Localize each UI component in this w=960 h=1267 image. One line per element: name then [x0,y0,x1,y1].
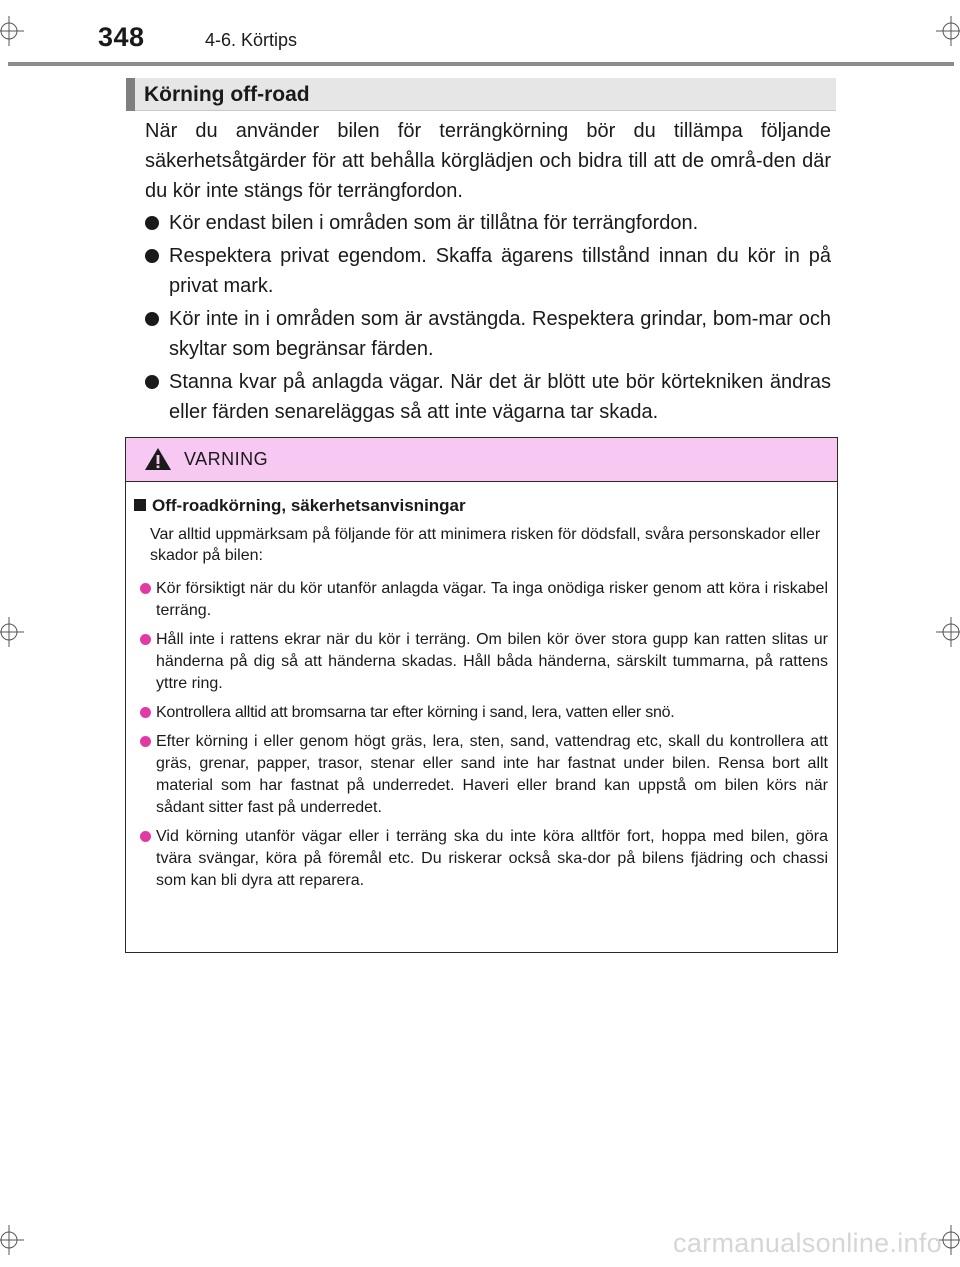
warning-header [126,438,837,482]
bullet-icon [140,634,151,645]
watermark: carmanualsonline.info [673,1228,942,1258]
header-divider [8,62,954,66]
registration-mark-icon [0,617,24,647]
registration-mark-icon [0,16,24,46]
page-number: 348 [98,22,145,52]
list-item [145,367,831,427]
warning-title-text: Off-roadkörning, säkerhetsanvisningar [152,496,466,515]
list-item-text: Kör endast bilen i områden som är tillåtna för terrängfordon. [169,212,699,234]
bullet-icon [145,249,159,263]
bullet-icon [140,583,151,594]
warning-list-item [140,731,828,819]
warning-label: VARNING [184,449,269,469]
list-item-text: Respektera privat egendom. Skaffa ägarens tillstånd innan du kör in på privat mark. [169,245,831,297]
intro-paragraph: När du använder bilen för terrängkörning bör du tillämpa följande säkerhetsåtgärder för att behålla körglädjen och bidra till att de områ-den där du kör inte stängs för terrängfordon. [145,120,831,202]
section-heading [126,78,836,111]
bullet-icon [145,216,159,230]
list-item [145,241,831,301]
warning-item-text: Efter körning i eller genom högt gräs, lera, sten, sand, vattendrag etc, skall du kontrollera att gräs, grenar, papper, trasor, stenar eller sand inte har fastnat under bilen. Rensa bort allt material som har fastnat på underredet. Haveri eller brand kan uppstå om bilen körs när sådant sitter fast på underredet. [156,733,828,816]
bullet-icon [140,831,151,842]
list-item [145,208,831,238]
section-title: Körning off-road [144,83,310,106]
warning-list-item [140,826,828,892]
warning-list [140,578,828,899]
bullet-icon [145,312,159,326]
warning-item-text: Kör försiktigt när du kör utanför anlagda vägar. Ta inga onödiga risker genom att köra i riskabel terräng. [156,580,828,619]
warning-box [125,437,838,953]
warning-list-item [140,629,828,695]
bullet-icon [140,736,151,747]
registration-mark-icon [936,617,960,647]
heading-accent-bar [126,78,135,111]
warning-title [134,494,466,518]
square-bullet-icon [134,499,146,511]
warning-intro: Var alltid uppmärksam på följande för att minimera risken för dödsfall, svåra personskador eller skador på bilen: [150,526,821,564]
list-item-text: Kör inte in i områden som är avstängda. Respektera grindar, bom-mar och skyltar som begränsar färden. [169,308,831,360]
warning-triangle-icon [144,447,172,476]
warning-list-item [140,702,828,724]
warning-item-text: Kontrollera alltid att bromsarna tar efter körning i sand, lera, vatten eller snö. [156,704,675,721]
bullet-icon [140,707,151,718]
section-label: 4-6. Körtips [205,30,298,50]
registration-mark-icon [0,1225,24,1255]
warning-list-item [140,578,828,622]
warning-item-text: Håll inte i rattens ekrar när du kör i terräng. Om bilen kör över stora gupp kan ratten slitas ur händerna på dig så att händerna skadas. Håll båda händerna, särskilt tummarna, på rattens yttre ring. [156,631,828,692]
registration-mark-icon [936,16,960,46]
warning-item-text: Vid körning utanför vägar eller i terräng ska du inte köra alltför fort, hoppa med bilen, göra tvära svängar, köra på föremål etc. Du riskerar också ska-dor på bilens fjädring och chassi som kan bli dyra att reparera. [156,828,828,889]
precautions-list [145,208,831,430]
bullet-icon [145,375,159,389]
list-item-text: Stanna kvar på anlagda vägar. När det är blött ute bör körtekniken ändras eller färden senareläggas så att inte vägarna tar skada. [169,371,831,423]
list-item [145,304,831,364]
